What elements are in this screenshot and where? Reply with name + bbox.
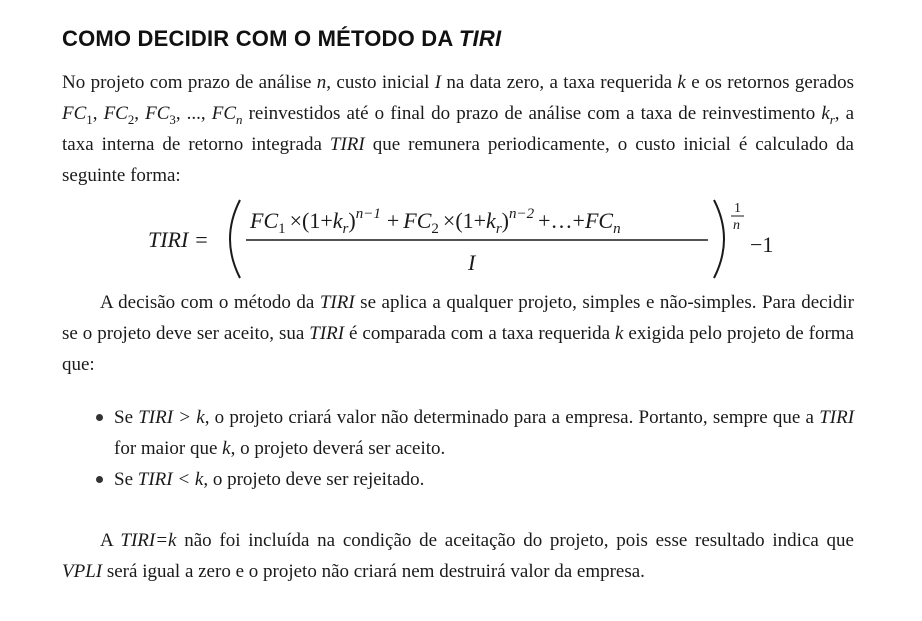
sub: 1 — [278, 221, 286, 237]
text: será igual a zero e o projeto não criará nem destruirá valor da empresa. — [102, 561, 645, 582]
sub: n — [236, 111, 243, 127]
var-k: k — [677, 72, 686, 93]
times: × — [289, 208, 303, 233]
var-fc: FC — [211, 103, 237, 124]
var-n: n — [316, 72, 327, 93]
op: + — [386, 208, 400, 233]
condition: TIRI > k — [138, 407, 205, 428]
denominator: I — [468, 250, 476, 275]
op: +…+ — [538, 208, 585, 233]
sub: 1 — [86, 111, 93, 127]
minus-one: −1 — [750, 232, 774, 257]
fc: FC — [403, 208, 432, 233]
var-tiri: TIRI — [819, 407, 855, 428]
heading-text: COMO DECIDIR COM O MÉTODO DA — [62, 26, 459, 51]
condition: TIRI < k — [137, 469, 204, 490]
condition: TIRI=k — [120, 530, 177, 551]
var-k: k — [222, 438, 231, 459]
op: (1+ — [302, 208, 333, 233]
exp: n−1 — [355, 206, 381, 222]
fc: FC — [584, 208, 614, 233]
text: que remunera periodicamente, o custo inicial é calculado da seguinte forma: — [62, 134, 854, 186]
var-fc: FC — [62, 103, 87, 124]
section-heading — [62, 26, 501, 52]
text: , a taxa interna de retorno integrada — [62, 103, 855, 155]
left-paren — [230, 200, 240, 278]
var-fc: FC — [145, 103, 170, 124]
paragraph-intro — [62, 67, 854, 191]
sub: r — [495, 221, 502, 237]
exp: n−2 — [508, 206, 535, 222]
text: , — [134, 103, 146, 124]
list-item — [92, 402, 854, 464]
var-k: k — [615, 323, 624, 344]
outer-exp-den: n — [733, 218, 740, 233]
text: No projeto com prazo de análise — [62, 72, 317, 93]
right-paren — [714, 200, 724, 278]
text: reinvestidos até o final do prazo de análise com a taxa de reinvestimento — [242, 103, 822, 124]
tiri-formula — [148, 196, 788, 282]
var-kr: k — [821, 103, 830, 124]
sub: 2 — [127, 111, 135, 127]
paragraph-conclusion — [62, 525, 854, 587]
sub: r — [829, 111, 835, 127]
var-tiri: TIRI — [309, 323, 345, 344]
sub: n — [613, 221, 621, 237]
k: k — [486, 208, 496, 233]
text: , ..., — [175, 103, 212, 124]
var-I: I — [434, 72, 442, 93]
heading-italic-term: TIRI — [458, 26, 502, 51]
op: (1+ — [455, 208, 487, 233]
sub: 2 — [431, 221, 439, 237]
text: , o projeto criará valor não determinado para a empresa. Portanto, sempre que a — [204, 407, 820, 428]
sub: r — [342, 221, 349, 237]
bullet-icon — [96, 476, 103, 483]
text: se aplica a qualquer projeto, simples e não-simples. Para decidir se o projeto deve ser aceito, sua — [62, 292, 854, 344]
var-tiri: TIRI — [329, 134, 365, 155]
text: não foi incluída na condição de aceitação do projeto, pois esse resultado indica que — [176, 530, 854, 551]
numerator — [249, 206, 621, 237]
sub: 3 — [169, 111, 176, 127]
k: k — [332, 208, 343, 233]
times: × — [442, 208, 456, 233]
fc: FC — [250, 208, 279, 233]
text: , custo inicial — [326, 72, 435, 93]
op: ) — [348, 208, 356, 233]
text: Se — [114, 469, 138, 490]
formula-svg — [148, 196, 788, 282]
text: exigida pelo projeto de forma que: — [62, 323, 854, 375]
op: ) — [501, 208, 509, 233]
text: Se — [114, 407, 139, 428]
outer-exp-num: 1 — [734, 201, 741, 216]
list-item — [92, 464, 854, 495]
text: e os retornos gerados — [685, 72, 854, 93]
paragraph-decision — [62, 287, 854, 380]
text: , o projeto deve ser rejeitado. — [203, 469, 425, 490]
formula-lhs: TIRI = — [148, 227, 209, 252]
var-tiri: TIRI — [319, 292, 355, 313]
text: , o projeto deverá ser aceito. — [230, 438, 446, 459]
var-fc: FC — [103, 103, 128, 124]
text: é comparada com a taxa requerida — [344, 323, 616, 344]
bullet-icon — [96, 414, 103, 421]
text: for maior que — [114, 438, 223, 459]
var-vpli: VPLI — [62, 561, 103, 582]
text: A decisão com o método da — [100, 292, 320, 313]
decision-rules-list — [92, 402, 854, 495]
text: , — [92, 103, 104, 124]
text: A — [100, 530, 121, 551]
text: na data zero, a taxa requerida — [441, 72, 678, 93]
